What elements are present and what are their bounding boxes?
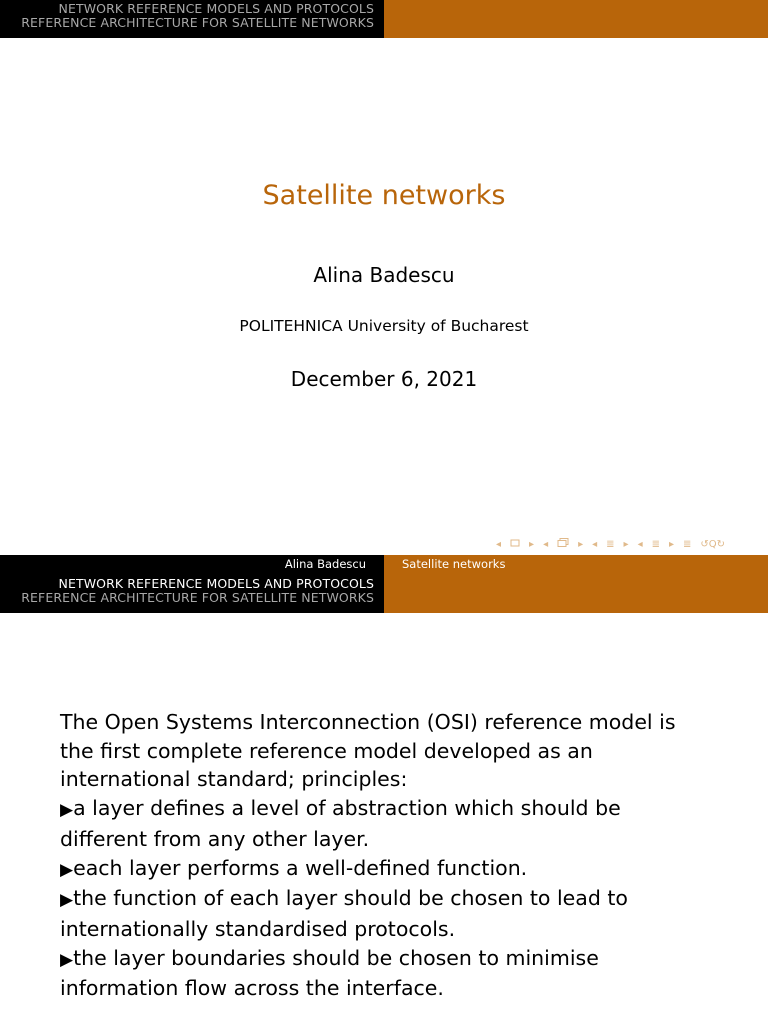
doc-icon[interactable]: ≣ [651, 538, 660, 550]
osi-intro: The Open Systems Interconnection (OSI) reference model is the first complete reference model developed as an international standard; principles: [60, 710, 676, 792]
header-subsection: REFERENCE ARCHITECTURE FOR SATELLITE NETWORKS [21, 591, 374, 605]
slide1-header [0, 0, 768, 38]
slide-date: December 6, 2021 [290, 367, 478, 391]
navigation-bar [496, 536, 725, 552]
bullet-icon: ▶ [60, 890, 74, 911]
slide-title: Satellite networks [262, 180, 506, 211]
footer-author: Alina Badescu [0, 555, 384, 574]
subsection-next-icon[interactable]: ▸ [578, 538, 584, 550]
bullet-text: a layer defines a level of abstraction which should be different from any other layer. [60, 796, 621, 851]
slide2-header [0, 574, 768, 613]
bullet-icon: ▶ [60, 800, 74, 821]
align-icon[interactable]: ≣ [683, 538, 692, 550]
list-item [60, 944, 710, 1003]
slide-institute: POLITEHNICA University of Bucharest [239, 317, 529, 335]
list-item [60, 884, 710, 943]
doc-prev-icon[interactable]: ◂ [637, 538, 643, 550]
section-icon[interactable]: ≣ [606, 538, 615, 550]
bullet-text: the layer boundaries should be chosen to minimise information flow across the interface. [60, 945, 599, 1001]
frame-next-icon[interactable]: ▸ [529, 538, 535, 550]
doc-next-icon[interactable]: ▸ [669, 538, 675, 550]
slide2-header-right [384, 574, 768, 613]
section-prev-icon[interactable]: ◂ [592, 538, 598, 550]
slide1-footer [0, 555, 768, 574]
bullet-icon: ▶ [60, 949, 74, 970]
slide2-header-left [0, 574, 384, 613]
subsection-prev-icon[interactable]: ◂ [543, 538, 549, 550]
header-subsection: REFERENCE ARCHITECTURE FOR SATELLITE NETWORKS [21, 16, 374, 30]
subsection-icon[interactable] [557, 538, 569, 550]
slide-author: Alina Badescu [313, 263, 455, 287]
header-section: NETWORK REFERENCE MODELS AND PROTOCOLS [58, 2, 374, 16]
section-next-icon[interactable]: ▸ [623, 538, 629, 550]
footer-title: Satellite networks [384, 555, 768, 574]
slide2-body [60, 708, 710, 1003]
search-icon[interactable]: ↺Q↻ [700, 538, 726, 550]
slide1-header-left [0, 0, 384, 38]
bullet-icon: ▶ [60, 859, 74, 880]
header-section-active: NETWORK REFERENCE MODELS AND PROTOCOLS [58, 577, 374, 591]
bullet-text: each layer performs a well-defined function. [73, 855, 528, 880]
list-item [60, 854, 710, 885]
bullet-text: the function of each layer should be chosen to lead to internationally standardised protocols. [60, 886, 628, 941]
frame-prev-icon[interactable]: ◂ [496, 538, 502, 550]
frame-icon[interactable] [510, 539, 520, 550]
list-item [60, 794, 710, 853]
slide1-header-right [384, 0, 768, 38]
